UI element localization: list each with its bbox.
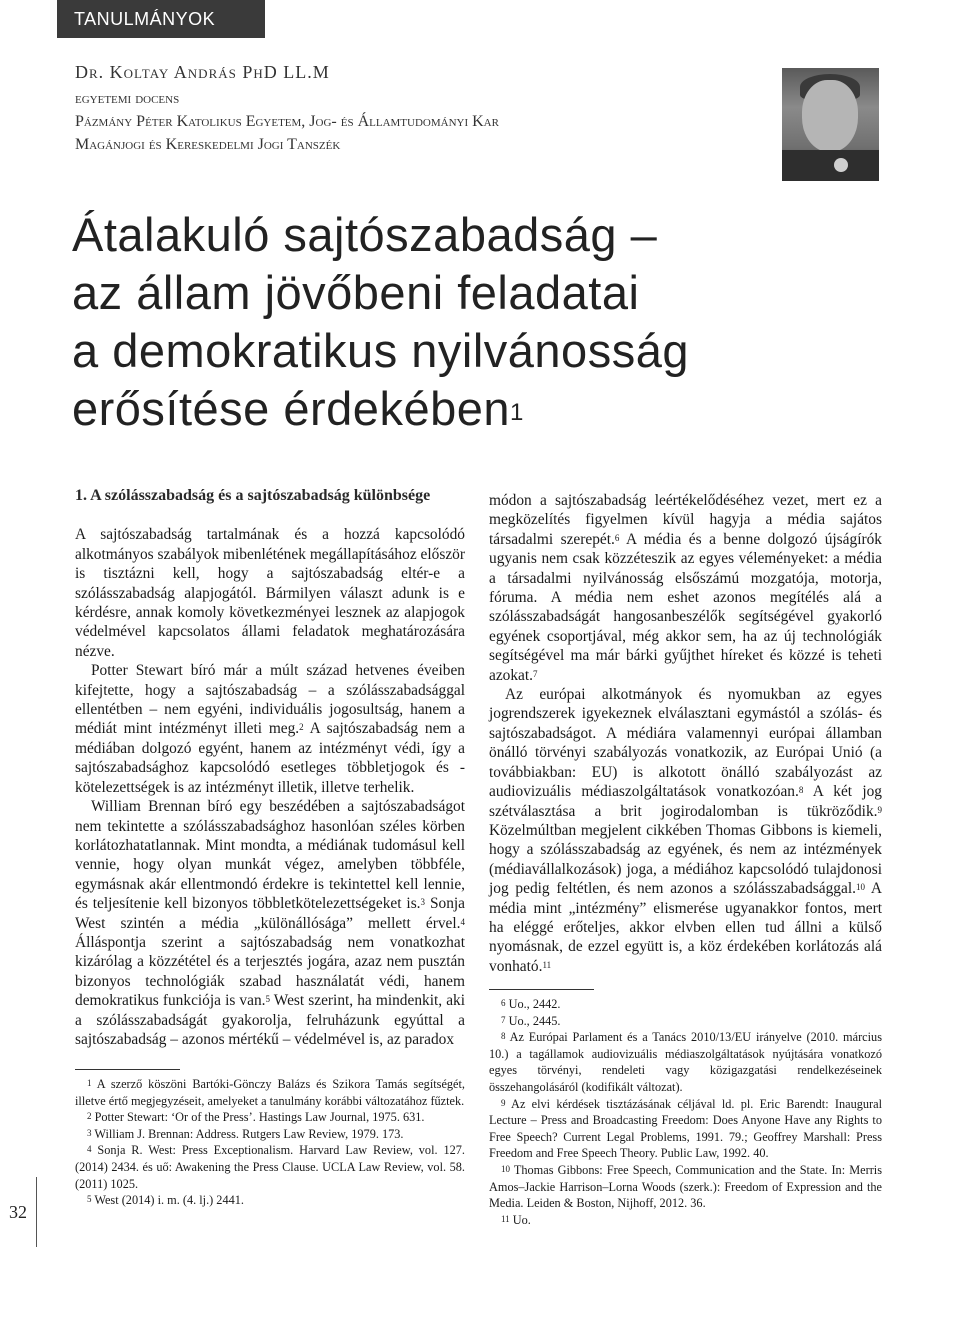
author-position: egyetemi docens — [75, 90, 180, 107]
author-department: Magánjogi és Kereskedelmi Jogi Tanszék — [75, 136, 341, 153]
article-title: Átalakuló sajtószabadság – az állam jövőbeni feladatai a demokratikus nyilvánosság erősítése érdekében$^1$ — [72, 208, 689, 435]
footnote: $^3$ William J. Brennan: Address. Rutgers Law Review, 1979. 173. — [87, 1126, 404, 1141]
right-column — [489, 491, 882, 976]
section-tab: TANULMÁNYOK — [57, 0, 265, 38]
footnote: $^6$ Uo., 2442. — [501, 997, 561, 1011]
footnote-ref[interactable]: 6 — [614, 532, 620, 543]
footnote: $^8$ Az Európai Parlament és a Tanács 2010/13/EU irányelve (2010. március 10.) a tagállamok audiovizuális médiaszolgáltatások nyújtására vonatkozó egyes törvényi, rendeleti vagy közigazgatási rendelkezéseinek összehangolásáról (kodifikált változat). — [489, 1030, 882, 1094]
author-photo — [782, 68, 879, 181]
footnote-ref[interactable]: 5 — [265, 994, 270, 1005]
footnote-divider — [489, 989, 594, 990]
footnote: $^1$ A szerző köszöni Bartóki-Gönczy Balázs és Szikora Tamás segítségét, illetve értő megjegyzéseit, amelyeket a tanulmány korábbi változatához fűztek. — [75, 1077, 465, 1108]
footnote: $^5$ West (2014) i. m. (4. lj.) 2441. — [87, 1193, 244, 1208]
author-block — [75, 62, 755, 158]
footnotes-left — [75, 1069, 465, 1209]
footnote-divider — [75, 1069, 180, 1070]
author-name: Dr. Koltay András PhD LL.M — [75, 62, 330, 82]
paragraph: Az európai alkotmányok és nyomukban az egyes jogrendszerek igyekeznek elválasztani egymástól a szólás- és sajtószabadságot. A médiára valamennyi európai államban önálló törvényi szabályozás vonatkozik, az Európai Unió (a továbbiakban: EU) is alkotott önálló szabályozást az audiovizuális médiaszolgáltatások vonatkozóan.$^8$ A két jog szétválasztása a brit jogirodalomban is tükröződik.$^9$ Közelmúltban megjelent cikkében Thomas Gibbons is kiemeli, hogy a szólásszabadság az egyének, és nem az intézmények (médiavállalkozások) joga, a médiához kapcsolódó tulajdonosi jog pedig feltétlen, és nem azonos a szólásszabadsággal.$^{10}$ A média mint „intézmény” elismerése ugyanakkor fontos, mert ha eléggé erőteljes, akkor elvben ellen tud állni a külső nyomásnak, de ezzel együtt is, a köz érdekében korlátozás alá vonható.$^{11}$ — [489, 686, 882, 975]
footnote-ref[interactable]: 8 — [798, 785, 804, 796]
paragraph: William Brennan bíró egy beszédében a sajtószabadságot nem tekintette a szólásszabadsághoz hasonlóan széles körben korlátozhatatlannak. Mint mondta, a médiának tudomásul kell vennie, hogy olyan munkát végez, amelyben többféle, egymásnak akár ellentmondó érdekre is tekintettel kell lennie, és teljesítenie kell bizonyos többletkötelezettségeket is.$^3$ Sonja West szintén a média „különállósága” mellett érvel.$^4$ Álláspontja szerint a sajtószabadság nem vonatkozhat kizárólag a közzététel és a terjesztés jogára, azaz nem pusztán bizonyos technológiák szabad használatát védi, hanem demokratikus funkciója is van.$^5$ West szerint, ha mindenkit, aki a szólásszabadságát gyakorolja, felruházunk egyúttal a sajtószabadság – azonos mértékű – védelmével is, az paradox — [75, 798, 466, 1048]
footnote-ref[interactable]: 7 — [533, 668, 538, 679]
footnote: $^{10}$ Thomas Gibbons: Free Speech, Communication and the State. In: Merris Amos–Jackie Harrison–Lorna Woods (szerk.): Freedom of Expression and the Media. Leiden & Boston, Nijhoff, 2012. 36. — [489, 1162, 882, 1211]
footnote-ref[interactable]: 9 — [877, 804, 882, 815]
left-column — [75, 486, 465, 1049]
footnote-ref[interactable]: 4 — [460, 916, 465, 927]
footnote: $^4$ Sonja R. West: Press Exceptionalism. Harvard Law Review, vol. 127. (2014) 2434. és uő: Awakening the Press Clause. UCLA Law Review, vol. 58. (2011) 1025. — [75, 1143, 465, 1191]
footnote: $^{11}$ Uo. — [501, 1212, 531, 1227]
page-number: 32 — [0, 1177, 37, 1247]
paragraph: A sajtószabadság tartalmának és a hozzá kapcsolódó alkotmányos szabályok mibenlétének megállapításához először is tisztázni kell, hogy a sajtószabadság eltér-e a szólásszabadság alapjogától. Bármilyen választ adunk is e kérdésre, annak komoly következményei lesznek az alapjogok védelmével kapcsolatos állami feladatok meghatározására nézve. — [75, 526, 465, 660]
footnote-ref[interactable]: 10 — [855, 882, 865, 893]
footnote-ref[interactable]: 3 — [420, 897, 426, 908]
title-footnote-ref[interactable]: 1 — [510, 399, 524, 426]
footnote: $^9$ Az elvi kérdések tisztázásának céljával ld. pl. Eric Barendt: Inaugural Lecture – Press and Broadcasting Freedom: Does Anyone Have any Rights to Free Speech? Current Legal Problems, 1991. 79.; Geoffrey Marshall: Press Freedom and Free Speech Theory. Public Law, 1992. 40. — [489, 1096, 882, 1161]
paragraph: módon a sajtószabadság leértékelődéséhez vezet, mert ez a megközelítés figyelmen kívül hagyja a média sajátos társadalmi szerepét.$^6$ A média és a benne dolgozó újságírók ugyanis nem csak közzéteszik az egyes véleményeket: a média a társadalmi nyilvánosság elsőszámú mozgatója, motorja, fóruma. A média nem eshet azonos megítélés alá a szólásszabadságát hangosanbeszélők segítségével gyakorló egyének csoportjával, még akkor sem, ha az új technológiák segítségével ma már bárki gyűjthet híreket és közzé is teheti azokat.$^7$ — [489, 492, 882, 684]
microphone-icon — [834, 158, 848, 172]
footnote-ref[interactable]: 11 — [542, 959, 552, 970]
footnote-ref[interactable]: 2 — [299, 722, 304, 733]
footnote: $^2$ Potter Stewart: ‘Or of the Press’. Hastings Law Journal, 1975. 631. — [87, 1110, 425, 1125]
section-heading: 1. A szólásszabadság és a sajtószabadság különbsége — [75, 487, 431, 504]
paragraph: Potter Stewart bíró már a múlt század hetvenes éveiben kifejtette, hogy a sajtószabadság – a szólásszabadsággal ellentétben – nem egyéni, individuális jogosultság, hanem a médiát mint intézményt illeti meg.$^2$ A sajtószabadság nem a médiában dolgozó egyént, hanem az intézményt védi, így a sajtószabadsághoz kapcsolódó esetleges többletjogok és -kötelezettségek is az intézményt illetik, illetve terhelik. — [75, 662, 465, 796]
author-affiliation: Pázmány Péter Katolikus Egyetem, Jog- és Államtudományi Kar — [75, 113, 499, 130]
footnotes-right — [489, 989, 882, 1228]
footnote: $^7$ Uo., 2445. — [501, 1013, 561, 1028]
